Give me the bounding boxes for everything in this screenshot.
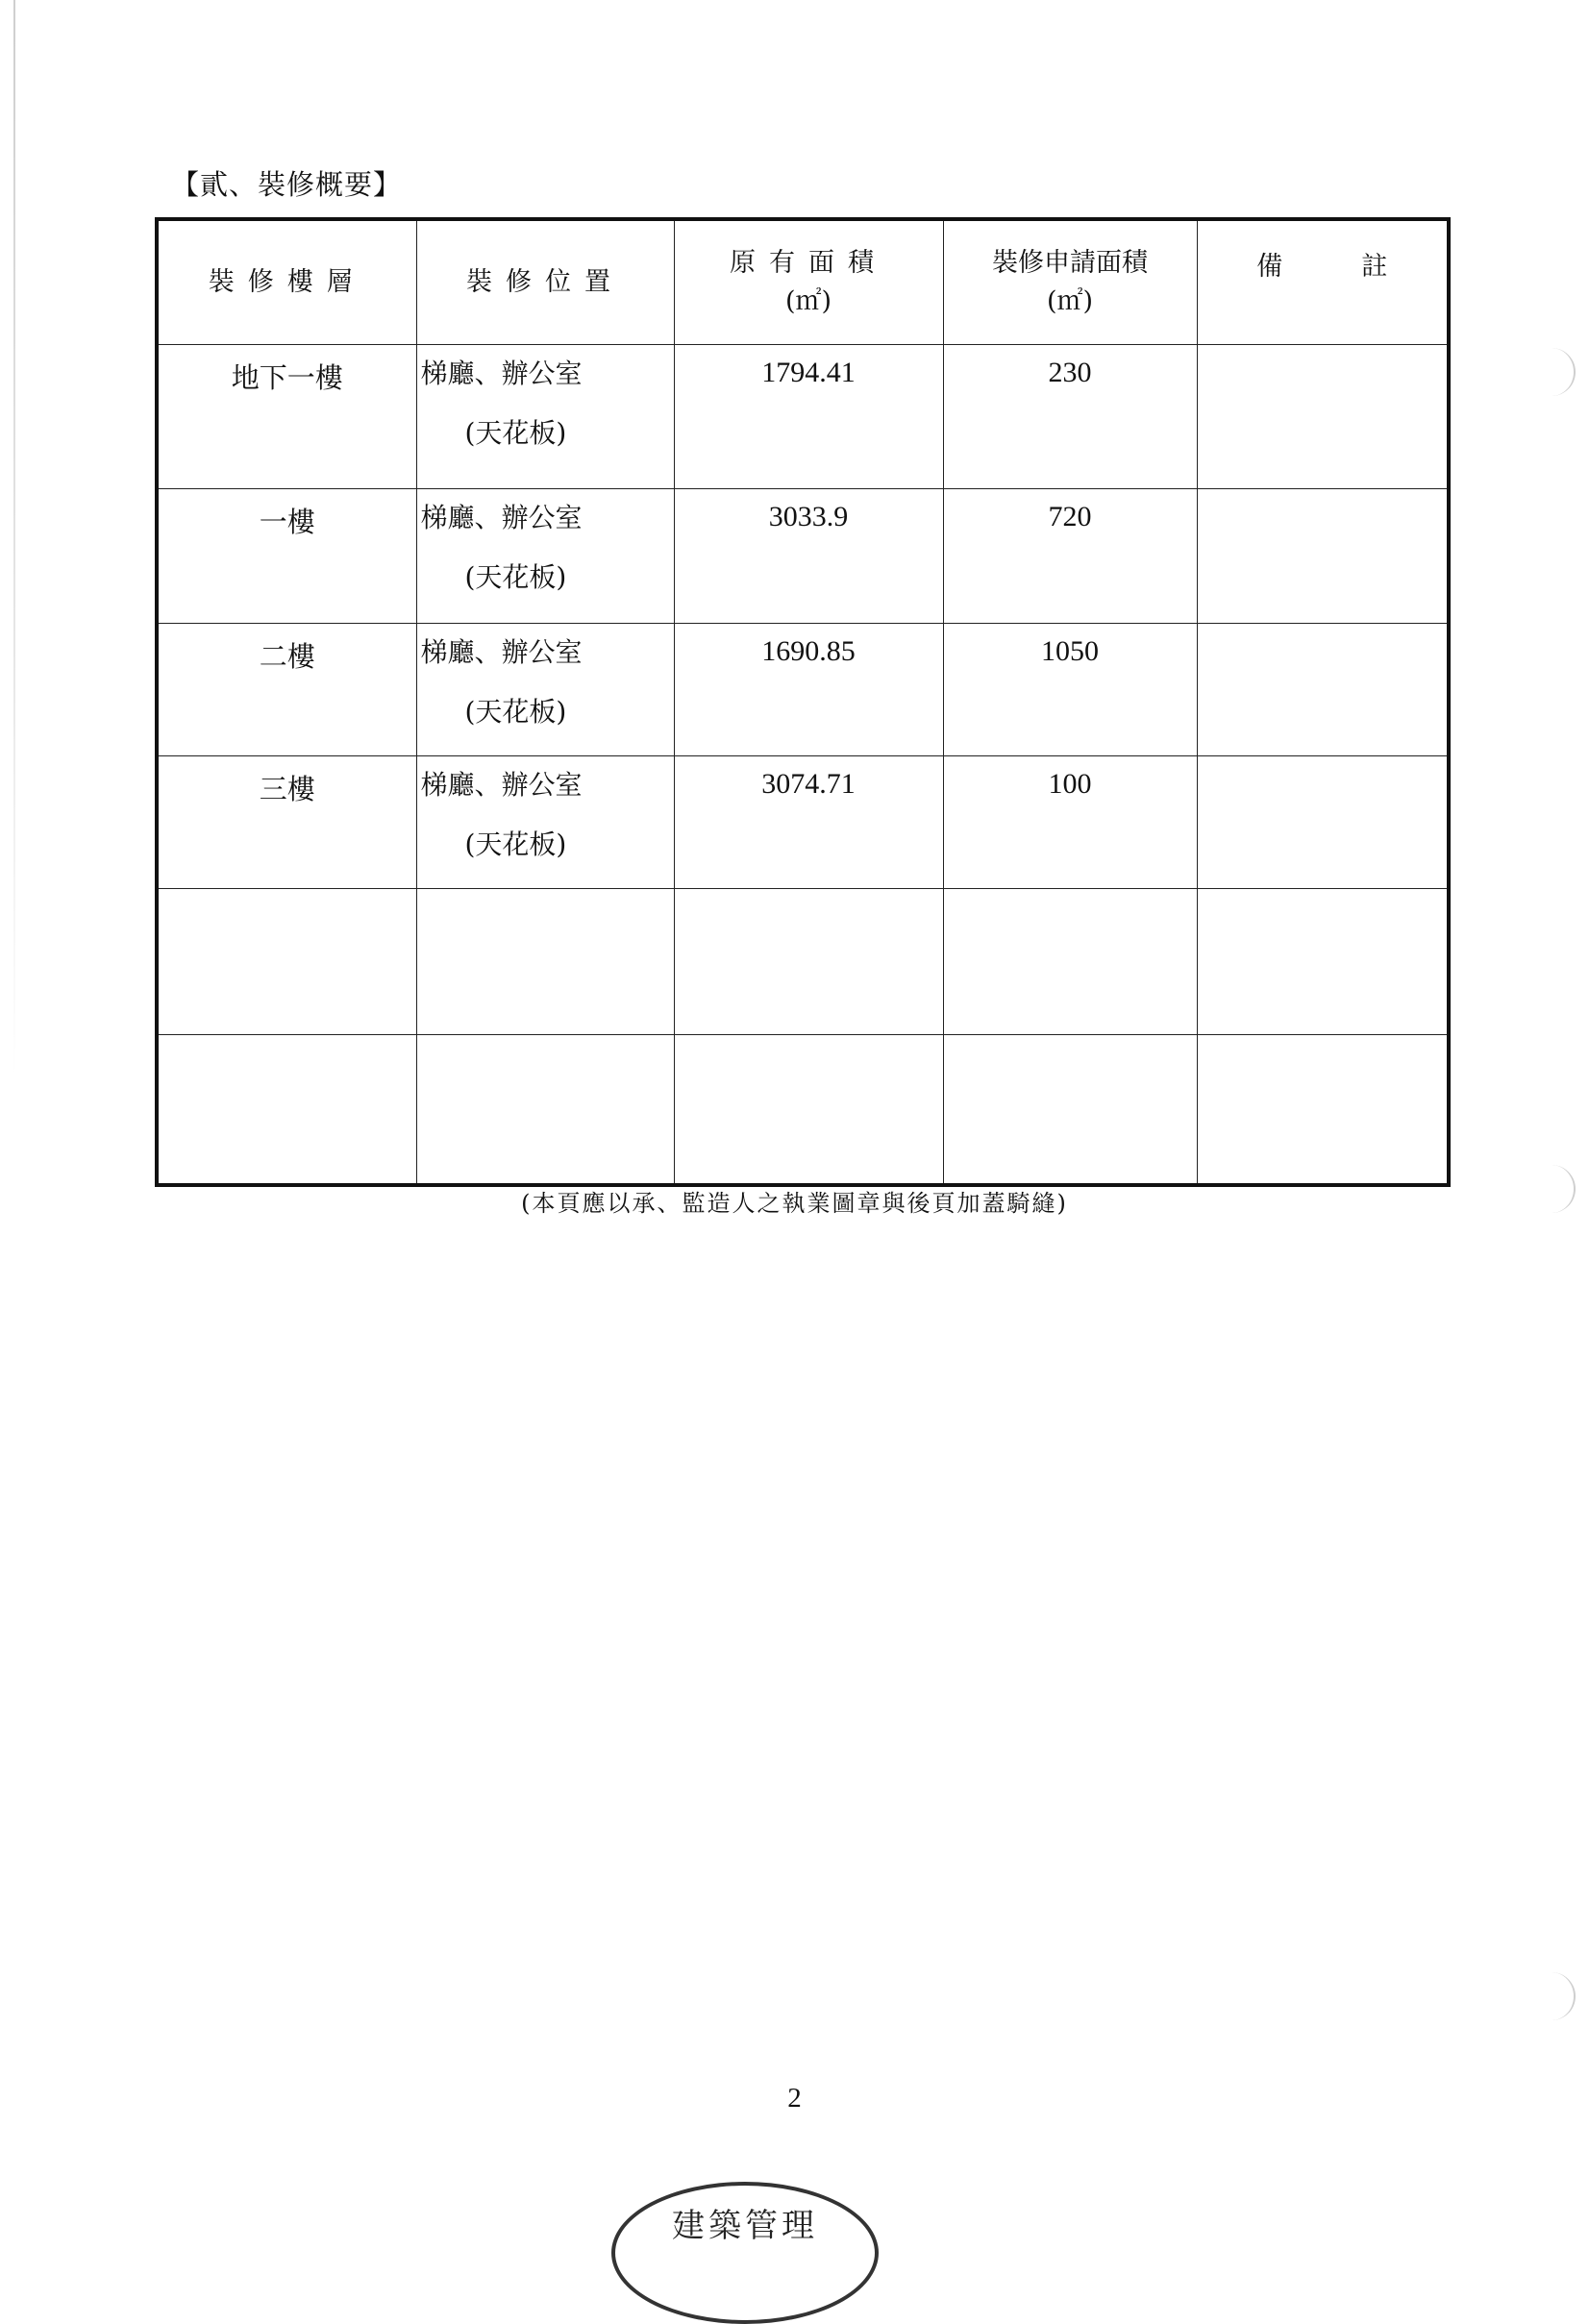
cell-location: 梯廳、辦公室 (天花板) [416, 756, 674, 889]
binder-hole [1539, 1972, 1576, 2020]
cell-floor: 一樓 [157, 489, 416, 624]
original-area-unit: (㎡) [784, 286, 832, 316]
cell-original-area: 3074.71 [674, 756, 943, 889]
cell-applied-area: 720 [943, 489, 1197, 624]
cell-applied-area: 230 [943, 345, 1197, 489]
cell-empty [416, 889, 674, 1035]
cell-floor: 二樓 [157, 624, 416, 756]
cell-floor: 地下一樓 [157, 345, 416, 489]
binder-hole [1539, 348, 1576, 396]
header-original-area: 原有面積 (㎡) [674, 219, 943, 345]
cell-location: 梯廳、辦公室 (天花板) [416, 489, 674, 624]
cell-empty [157, 1035, 416, 1185]
cell-remarks [1197, 756, 1449, 889]
cell-remarks [1197, 345, 1449, 489]
cell-applied-area: 100 [943, 756, 1197, 889]
cell-empty [674, 889, 943, 1035]
cell-empty [157, 889, 416, 1035]
applied-area-unit: (㎡) [1046, 286, 1094, 316]
cell-empty [674, 1035, 943, 1185]
cell-empty [1197, 889, 1449, 1035]
official-stamp [611, 2182, 879, 2324]
cell-remarks [1197, 624, 1449, 756]
table-row [157, 624, 1449, 756]
cell-applied-area: 1050 [943, 624, 1197, 756]
table-row [157, 345, 1449, 489]
table-header-row [157, 219, 1449, 345]
renovation-summary-table [155, 217, 1451, 1187]
header-applied-area: 裝修申請面積 (㎡) [943, 219, 1197, 345]
section-title: 【貳、裝修概要】 [171, 168, 403, 201]
header-location: 裝修位置 [416, 219, 674, 345]
cell-empty [943, 889, 1197, 1035]
cell-empty [416, 1035, 674, 1185]
table-row [157, 756, 1449, 889]
table-row-empty [157, 1035, 1449, 1185]
cell-floor: 三樓 [157, 756, 416, 889]
cell-remarks [1197, 489, 1449, 624]
table-row [157, 489, 1449, 624]
page-number: 2 [787, 2083, 802, 2114]
stamp-text: 建築管理 [672, 2207, 818, 2245]
scan-edge [13, 0, 15, 1076]
cell-location: 梯廳、辦公室 (天花板) [416, 624, 674, 756]
seal-footnote: (本頁應以承、監造人之執業圖章與後頁加蓋騎縫) [521, 1190, 1068, 1217]
cell-empty [943, 1035, 1197, 1185]
cell-empty [1197, 1035, 1449, 1185]
cell-original-area: 3033.9 [674, 489, 943, 624]
cell-original-area: 1794.41 [674, 345, 943, 489]
cell-location: 梯廳、辦公室 (天花板) [416, 345, 674, 489]
header-remarks: 備 註 [1197, 219, 1449, 345]
cell-original-area: 1690.85 [674, 624, 943, 756]
header-floor: 裝修樓層 [157, 219, 416, 345]
table-row-empty [157, 889, 1449, 1035]
